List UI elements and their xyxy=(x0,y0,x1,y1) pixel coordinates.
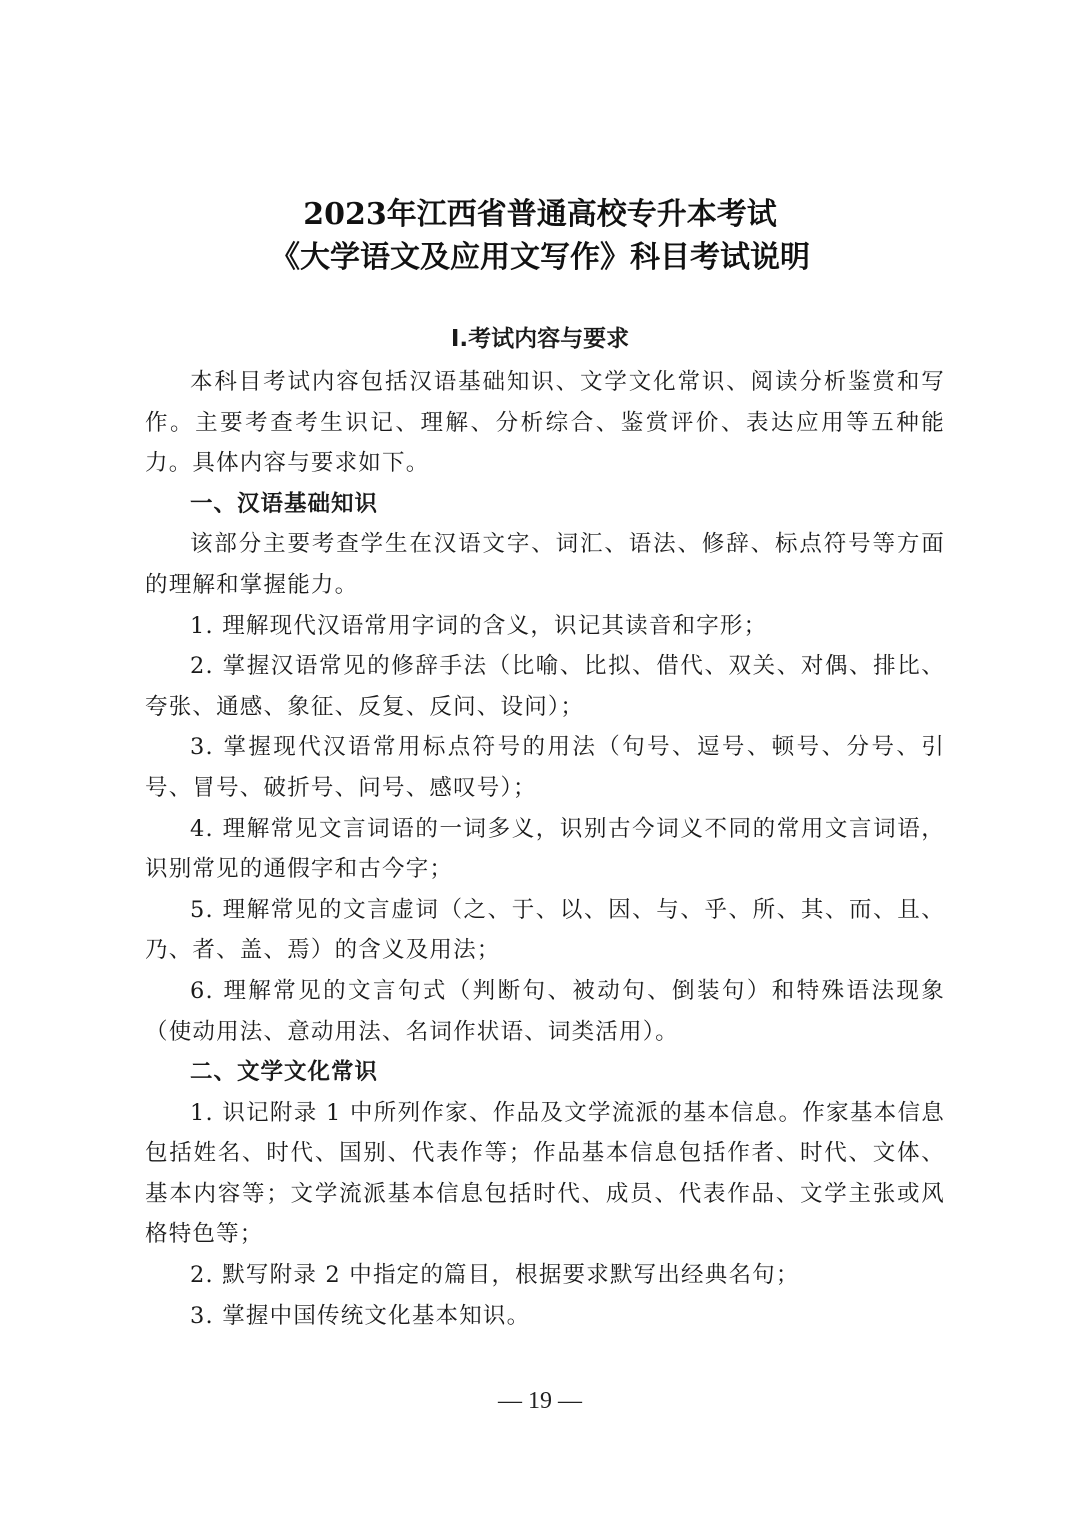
document-title-line-1: 2023年江西省普通高校专升本考试 xyxy=(303,197,777,232)
page-number: — 19 — xyxy=(498,1388,582,1414)
part2-heading: 二、文学文化常识 xyxy=(190,1059,379,1086)
part1-item-4: 4. 理解常见文言词语的一词多义，识别古今词义不同的常用文言词语，识别常见的通假字和古今字； xyxy=(145,815,945,883)
section-title: Ⅰ.考试内容与要求 xyxy=(450,326,630,352)
part2-item-2: 2. 默写附录 2 中指定的篇目，根据要求默写出经典名句； xyxy=(190,1262,800,1289)
part1-item-6: 6. 理解常见的文言句式（判断句、被动句、倒装句）和特殊语法现象（使动用法、意动用法、名词作状语、词类活用）。 xyxy=(145,977,945,1045)
intro-paragraph: 本科目考试内容包括汉语基础知识、文学文化常识、阅读分析鉴赏和写作。主要考查考生识记、理解、分析综合、鉴赏评价、表达应用等五种能力。具体内容与要求如下。 xyxy=(145,369,945,477)
part1-item-3: 3. 掌握现代汉语常用标点符号的用法（句号、逗号、顿号、分号、引号、冒号、破折号、问号、感叹号）； xyxy=(145,734,945,801)
part2-item-1: 1. 识记附录 1 中所列作家、作品及文学流派的基本信息。作家基本信息包括姓名、时代、国别、代表作等；作品基本信息包括作者、时代、文体、基本内容等；文学流派基本信息包括时代、成员、代表作品、文学主张或风格特色等； xyxy=(145,1099,945,1248)
part1-description: 该部分主要考查学生在汉语文字、词汇、语法、修辞、标点符号等方面的理解和掌握能力。 xyxy=(145,531,945,598)
part1-item-5: 5. 理解常见的文言虚词（之、于、以、因、与、乎、所、其、而、且、乃、者、盖、焉）的含义及用法； xyxy=(145,896,945,964)
part1-item-2: 2. 掌握汉语常见的修辞手法（比喻、比拟、借代、双关、对偶、排比、夸张、通感、象征、反复、反问、设问）； xyxy=(145,653,945,720)
document-title-line-2: 《大学语文及应用文写作》科目考试说明 xyxy=(270,240,810,275)
part1-item-1: 1. 理解现代汉语常用字词的含义，识记其读音和字形； xyxy=(190,612,768,639)
part2-item-3: 3. 掌握中国传统文化基本知识。 xyxy=(190,1302,531,1329)
document-body xyxy=(145,362,945,1336)
part1-heading: 一、汉语基础知识 xyxy=(190,490,379,517)
